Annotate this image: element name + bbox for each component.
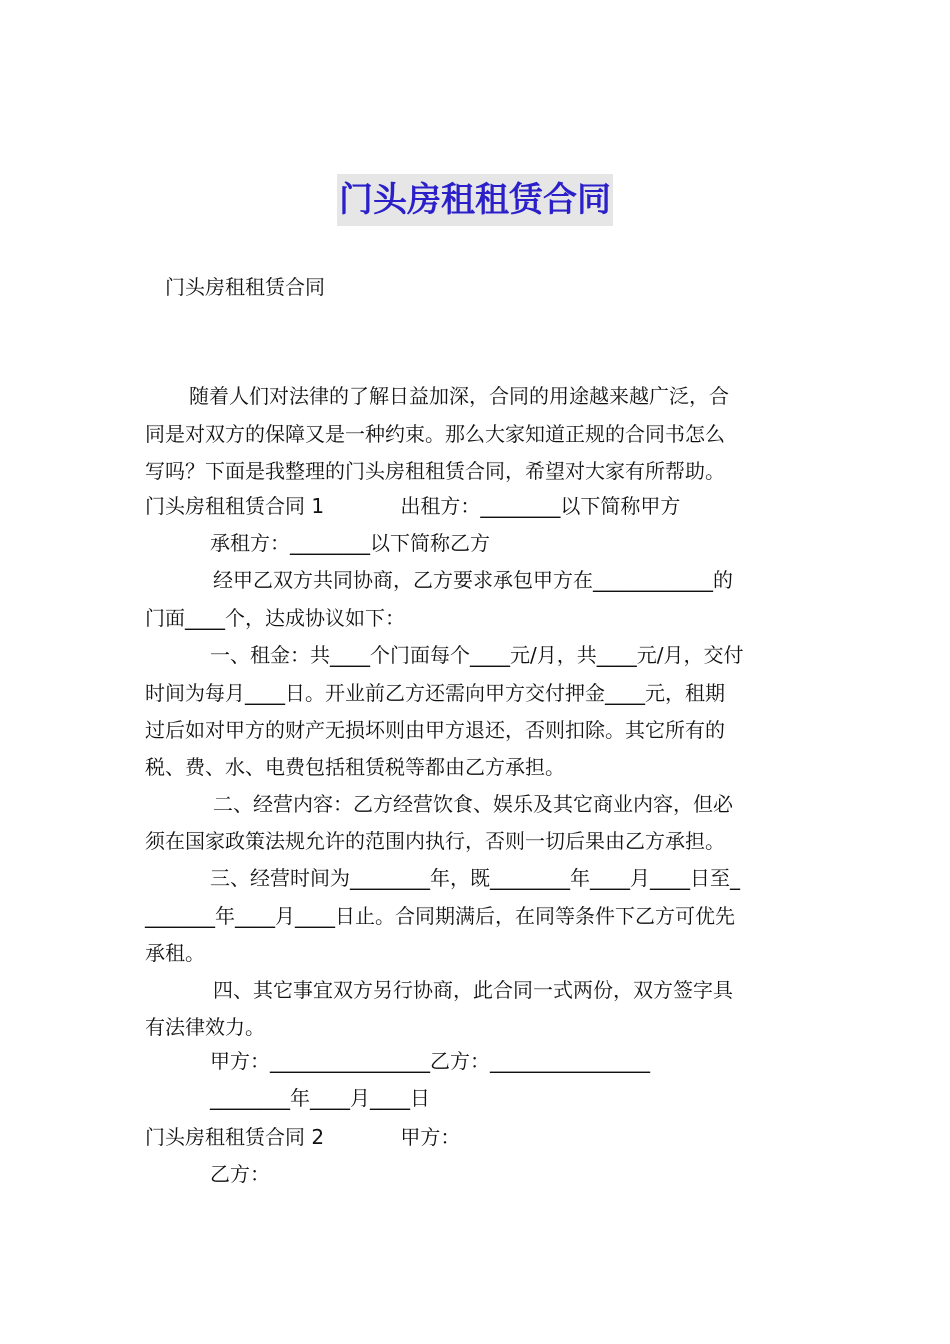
section-heading: 门头房租租赁合同 2 甲方： — [145, 1125, 461, 1149]
paragraph-line: 同是对双方的保障又是一种约束。那么大家知道正规的合同书怎么 — [145, 422, 725, 446]
paragraph-line: 一、租金：共____个门面每个____元/月，共____元/月，交付 — [210, 643, 744, 667]
paragraph-line: 三、经营时间为________年，既________年____月____日至_ — [210, 866, 740, 890]
paragraph-line: 承租。 — [145, 941, 205, 965]
paragraph-line: 税、费、水、电费包括租赁税等都由乙方承担。 — [145, 755, 565, 779]
paragraph-line: 经甲乙双方共同协商，乙方要求承包甲方在____________的 — [213, 568, 733, 592]
paragraph-line: 有法律效力。 — [145, 1015, 265, 1039]
paragraph-line: 写吗？下面是我整理的门头房租租赁合同，希望对大家有所帮助。 — [145, 459, 725, 483]
paragraph-line: 二、经营内容：乙方经营饮食、娱乐及其它商业内容，但必 — [213, 792, 733, 816]
date-line: ________年____月____日 — [210, 1086, 430, 1110]
paragraph-line: 门面____个，达成协议如下： — [145, 606, 405, 630]
paragraph-line: 乙方： — [210, 1162, 270, 1186]
paragraph-line: 须在国家政策法规允许的范围内执行，否则一切后果由乙方承担。 — [145, 829, 725, 853]
document-subtitle: 门头房租租赁合同 — [165, 275, 325, 299]
paragraph-line: 承租方：________以下简称乙方 — [210, 531, 490, 555]
paragraph-line: 过后如对甲方的财产无损坏则由甲方退还，否则扣除。其它所有的 — [145, 718, 725, 742]
paragraph-line: 时间为每月____日。开业前乙方还需向甲方交付押金____元，租期 — [145, 681, 725, 705]
document-title: 门头房租租赁合同 — [0, 174, 950, 226]
paragraph-line: 四、其它事宜双方另行协商，此合同一式两份，双方签字具 — [213, 978, 733, 1002]
signature-line: 甲方：________________乙方：________________ — [210, 1049, 650, 1073]
paragraph-line: 门头房租租赁合同 1 出租方：________以下简称甲方 — [145, 494, 681, 518]
paragraph-line: _______年____月____日止。合同期满后，在同等条件下乙方可优先 — [145, 904, 735, 928]
paragraph-line: 随着人们对法律的了解日益加深，合同的用途越来越广泛，合 — [189, 384, 729, 408]
